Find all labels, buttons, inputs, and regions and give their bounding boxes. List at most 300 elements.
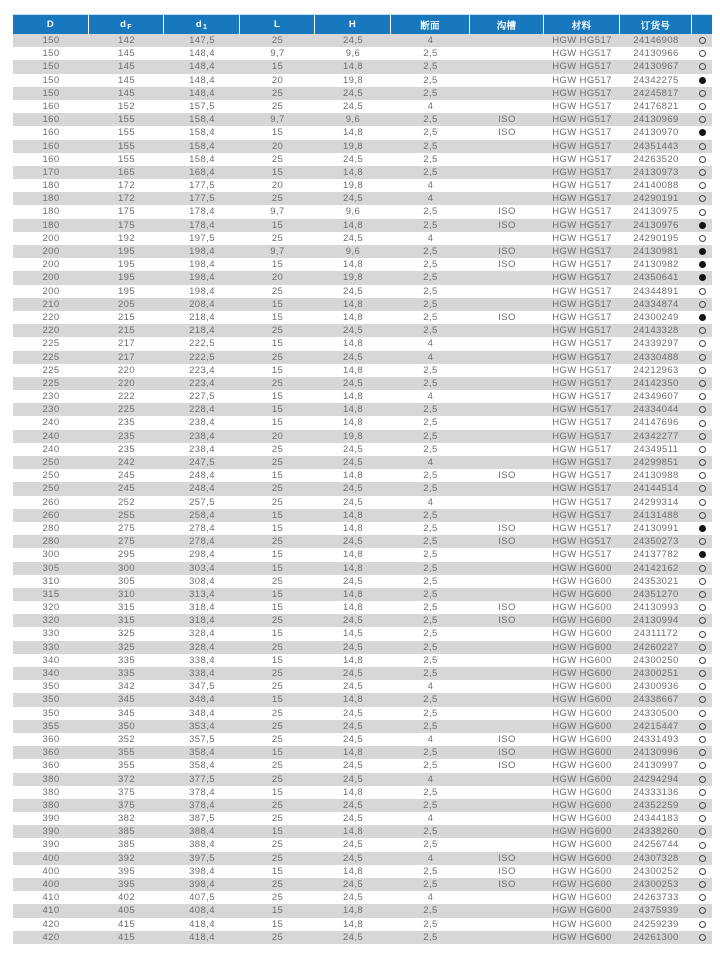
cell-l: 25 (271, 641, 284, 653)
table-row (13, 509, 712, 522)
cell-cross-section: 2,5 (423, 641, 438, 653)
cell-groove (470, 74, 544, 87)
cell-d1: 158,4 (189, 153, 215, 165)
table-row (13, 100, 712, 113)
cell-cross-section: 2,5 (423, 747, 438, 759)
cell-cross-section: 2,5 (423, 865, 438, 877)
cell-order-number: 24176821 (633, 100, 679, 112)
cell-cross-section: 2,5 (423, 839, 438, 851)
cell-groove: ISO (498, 470, 516, 482)
cell-cross-section: 2,5 (423, 48, 438, 60)
cell-l: 25 (271, 668, 284, 679)
cell-d1: 278,4 (189, 536, 215, 548)
cell-material: HGW HG517 (552, 180, 612, 192)
cell-h: 24,5 (342, 153, 364, 165)
cell-cross-section: 2,5 (423, 74, 438, 86)
cell-l: 25 (271, 443, 284, 455)
availability-cell (692, 192, 712, 205)
cell-l: 15 (271, 826, 284, 838)
cell-material: HGW HG517 (552, 285, 612, 297)
cell-material: HGW HG517 (552, 140, 612, 152)
cell-d: 160 (42, 140, 60, 152)
cell-groove (470, 456, 544, 469)
cell-l: 25 (271, 285, 284, 297)
cell-d1: 238,4 (189, 417, 215, 429)
cell-h: 24,5 (342, 733, 364, 745)
cell-d1: 223,4 (189, 377, 215, 389)
cell-groove: ISO (498, 522, 516, 534)
availability-cell (692, 852, 712, 865)
cell-d: 240 (42, 443, 60, 455)
empty-circle-icon (699, 578, 706, 585)
cell-d1: 303,4 (189, 562, 215, 574)
cell-h: 19,8 (342, 430, 364, 442)
availability-cell (692, 324, 712, 337)
cell-groove: ISO (498, 311, 516, 323)
availability-cell (692, 931, 712, 944)
cell-df: 152 (117, 100, 136, 112)
empty-circle-icon (699, 868, 706, 875)
cell-material: HGW HG517 (552, 496, 612, 508)
cell-order-number: 24353021 (633, 575, 679, 587)
cell-order-number: 24130997 (633, 760, 679, 772)
cell-l: 9,7 (270, 48, 285, 60)
cell-d: 240 (42, 430, 60, 442)
cell-h: 9,6 (345, 206, 361, 218)
cell-d1: 258,4 (189, 509, 215, 521)
cell-groove (470, 377, 544, 390)
availability-cell (692, 126, 712, 139)
availability-cell (692, 799, 712, 812)
empty-circle-icon (699, 169, 706, 176)
availability-cell (692, 496, 712, 509)
cell-l: 25 (271, 325, 284, 337)
cell-h: 24,5 (342, 232, 364, 244)
table-row (13, 680, 712, 693)
cell-d: 350 (42, 681, 60, 693)
filled-circle-icon (699, 525, 706, 532)
cell-h: 24,5 (342, 35, 364, 46)
empty-circle-icon (699, 472, 706, 479)
cell-groove (470, 641, 544, 654)
empty-circle-icon (699, 380, 706, 387)
cell-d: 280 (42, 536, 60, 548)
cell-groove (470, 271, 544, 284)
cell-h: 14,8 (342, 549, 364, 561)
table-row (13, 311, 712, 324)
cell-cross-section: 2,5 (423, 509, 438, 521)
availability-cell (692, 469, 712, 482)
cell-groove: ISO (498, 127, 516, 139)
cell-h: 14,8 (342, 694, 364, 706)
cell-l: 25 (271, 720, 284, 732)
cell-groove: ISO (498, 206, 516, 218)
cell-d: 200 (42, 285, 60, 297)
column-header-cross-section: 断面 (391, 15, 470, 34)
cell-d1: 348,4 (189, 694, 215, 706)
cell-d1: 378,4 (189, 799, 215, 811)
cell-d: 240 (42, 417, 60, 429)
cell-material: HGW HG600 (552, 588, 612, 600)
cell-d1: 257,5 (189, 496, 215, 508)
cell-d1: 388,4 (189, 839, 215, 851)
empty-circle-icon (699, 156, 706, 163)
cell-l: 15 (271, 391, 284, 403)
cell-l: 25 (271, 615, 284, 627)
empty-circle-icon (699, 499, 706, 506)
table-row (13, 34, 712, 47)
availability-cell (692, 390, 712, 403)
empty-circle-icon (699, 446, 706, 453)
cell-df: 222 (117, 391, 136, 403)
cell-groove (470, 680, 544, 693)
cell-groove (470, 654, 544, 667)
cell-l: 15 (271, 522, 284, 534)
cell-cross-section: 2,5 (423, 799, 438, 811)
cell-l: 25 (271, 232, 284, 244)
cell-h: 14,8 (342, 522, 364, 534)
cell-order-number: 24338667 (633, 694, 679, 706)
cell-df: 217 (117, 338, 136, 350)
cell-order-number: 24261300 (633, 931, 679, 943)
cell-cross-section: 2,5 (423, 918, 438, 930)
cell-df: 375 (117, 799, 136, 811)
cell-groove (470, 904, 544, 917)
cell-order-number: 24142162 (633, 562, 679, 574)
cell-order-number: 24130975 (633, 206, 679, 218)
cell-d1: 278,4 (189, 522, 215, 534)
cell-material: HGW HG517 (552, 457, 612, 468)
table-row (13, 126, 712, 139)
cell-d1: 222,5 (189, 351, 215, 363)
empty-circle-icon (699, 406, 706, 413)
cell-groove (470, 34, 544, 47)
availability-cell (692, 416, 712, 429)
cell-d: 200 (42, 232, 60, 244)
cell-df: 145 (117, 61, 136, 73)
cell-groove: ISO (498, 219, 516, 231)
empty-circle-icon (699, 776, 706, 783)
cell-d: 380 (42, 773, 60, 785)
cell-order-number: 24263520 (633, 153, 679, 165)
cell-d1: 158,4 (189, 127, 215, 139)
cell-h: 14,8 (342, 602, 364, 614)
cell-h: 14,8 (342, 918, 364, 930)
cell-order-number: 24300252 (633, 865, 679, 877)
cell-df: 342 (117, 681, 136, 693)
cell-df: 220 (117, 364, 136, 376)
cell-h: 9,6 (345, 48, 361, 60)
availability-cell (692, 258, 712, 271)
table-row (13, 904, 712, 917)
empty-circle-icon (699, 617, 706, 624)
availability-cell (692, 298, 712, 311)
cell-material: HGW HG600 (552, 628, 612, 640)
column-header-material: 材料 (544, 15, 620, 34)
cell-d: 160 (42, 100, 60, 112)
availability-cell (692, 562, 712, 575)
cell-d: 260 (42, 509, 60, 521)
cell-df: 192 (117, 232, 136, 244)
cell-d1: 407,5 (189, 892, 215, 904)
cell-order-number: 24137782 (633, 549, 679, 561)
cell-l: 20 (271, 430, 284, 442)
cell-l: 15 (271, 786, 284, 798)
cell-l: 25 (271, 457, 284, 468)
cell-order-number: 24344891 (633, 285, 679, 297)
cell-l: 25 (271, 733, 284, 745)
table-row (13, 918, 712, 931)
cell-l: 20 (271, 272, 284, 284)
table-row (13, 430, 712, 443)
cell-d: 230 (42, 404, 60, 416)
cell-material: HGW HG600 (552, 826, 612, 838)
cell-d1: 178,4 (189, 219, 215, 231)
table-row (13, 931, 712, 944)
cell-groove (470, 707, 544, 720)
cell-h: 24,5 (342, 720, 364, 732)
cell-df: 315 (117, 615, 136, 627)
cell-h: 24,5 (342, 799, 364, 811)
table-row (13, 205, 712, 218)
table-row (13, 469, 712, 482)
cell-d: 310 (42, 575, 60, 587)
cell-d1: 347,5 (189, 681, 215, 693)
cell-d1: 158,4 (189, 114, 215, 126)
cell-material: HGW HG517 (552, 74, 612, 86)
cell-h: 19,8 (342, 140, 364, 152)
cell-cross-section: 2,5 (423, 707, 438, 719)
cell-l: 25 (271, 483, 284, 495)
table-row (13, 693, 712, 706)
cell-l: 25 (271, 153, 284, 165)
cell-df: 145 (117, 74, 136, 86)
cell-order-number: 24140088 (633, 180, 679, 192)
cell-h: 24,5 (342, 852, 364, 864)
empty-circle-icon (699, 828, 706, 835)
cell-order-number: 24130969 (633, 114, 679, 126)
cell-df: 145 (117, 48, 136, 60)
cell-df: 355 (117, 747, 136, 759)
cell-order-number: 24130996 (633, 747, 679, 759)
cell-order-number: 24142350 (633, 377, 679, 389)
cell-cross-section: 4 (427, 773, 434, 785)
cell-groove (470, 416, 544, 429)
cell-material: HGW HG600 (552, 562, 612, 574)
cell-order-number: 24294294 (633, 773, 679, 785)
cell-df: 305 (117, 575, 136, 587)
cell-order-number: 24130970 (633, 127, 679, 139)
filled-circle-icon (699, 77, 706, 84)
cell-material: HGW HG517 (552, 470, 612, 482)
cell-d: 360 (42, 760, 60, 772)
cell-d: 360 (42, 733, 60, 745)
cell-groove (470, 786, 544, 799)
cell-d1: 328,4 (189, 641, 215, 653)
cell-df: 175 (117, 219, 136, 231)
availability-cell (692, 575, 712, 588)
cell-groove (470, 496, 544, 509)
cell-groove: ISO (498, 733, 516, 745)
cell-df: 415 (117, 918, 136, 930)
cell-d: 200 (42, 272, 60, 284)
table-row (13, 799, 712, 812)
availability-cell (692, 166, 712, 179)
empty-circle-icon (699, 116, 706, 123)
cell-h: 14,8 (342, 338, 364, 350)
cell-material: HGW HG600 (552, 839, 612, 851)
cell-h: 14,8 (342, 298, 364, 310)
cell-d: 220 (42, 311, 60, 323)
cell-df: 155 (117, 114, 136, 126)
empty-circle-icon (699, 881, 706, 888)
cell-l: 15 (271, 127, 284, 139)
cell-d: 150 (42, 48, 60, 60)
cell-l: 25 (271, 892, 284, 904)
cell-df: 275 (117, 536, 136, 548)
cell-order-number: 24130993 (633, 602, 679, 614)
cell-h: 14,5 (342, 628, 364, 640)
cell-d: 330 (42, 628, 60, 640)
availability-cell (692, 443, 712, 456)
cell-l: 25 (271, 773, 284, 785)
filled-circle-icon (699, 261, 706, 268)
cell-d: 150 (42, 35, 60, 46)
cell-groove (470, 403, 544, 416)
empty-circle-icon (699, 894, 706, 901)
cell-d: 250 (42, 457, 60, 468)
cell-order-number: 24260227 (633, 641, 679, 653)
cell-groove (470, 562, 544, 575)
cell-d1: 313,4 (189, 588, 215, 600)
column-header-order-number: 订货号 (620, 15, 692, 34)
cell-h: 24,5 (342, 892, 364, 904)
cell-order-number: 24143328 (633, 325, 679, 337)
cell-cross-section: 2,5 (423, 61, 438, 73)
empty-circle-icon (699, 921, 706, 928)
cell-df: 375 (117, 786, 136, 798)
cell-d1: 397,5 (189, 852, 215, 864)
cell-order-number: 24130973 (633, 166, 679, 178)
cell-cross-section: 4 (427, 232, 434, 244)
cell-h: 19,8 (342, 180, 364, 192)
table-header-row (13, 14, 712, 34)
cell-cross-section: 4 (427, 852, 434, 864)
cell-h: 14,8 (342, 219, 364, 231)
table-row (13, 298, 712, 311)
empty-circle-icon (699, 934, 706, 941)
cell-d1: 308,4 (189, 575, 215, 587)
cell-d1: 328,4 (189, 628, 215, 640)
cell-order-number: 24307328 (633, 852, 679, 864)
cell-d1: 358,4 (189, 747, 215, 759)
cell-d1: 158,4 (189, 140, 215, 152)
empty-circle-icon (699, 354, 706, 361)
cell-d1: 168,4 (189, 166, 215, 178)
cell-df: 195 (117, 246, 136, 257)
availability-cell (692, 601, 712, 614)
cell-groove (470, 100, 544, 113)
cell-h: 14,8 (342, 747, 364, 759)
cell-d: 320 (42, 615, 60, 627)
table-row (13, 654, 712, 667)
cell-material: HGW HG600 (552, 773, 612, 785)
cell-cross-section: 2,5 (423, 694, 438, 706)
table-row (13, 337, 712, 350)
availability-cell (692, 232, 712, 245)
cell-groove (470, 390, 544, 403)
cell-df: 217 (117, 351, 136, 363)
availability-cell (692, 140, 712, 153)
cell-groove (470, 720, 544, 733)
availability-cell (692, 733, 712, 746)
availability-cell (692, 535, 712, 548)
cell-groove (470, 232, 544, 245)
availability-cell (692, 430, 712, 443)
cell-l: 9,7 (270, 246, 285, 257)
cell-h: 24,5 (342, 496, 364, 508)
cell-order-number: 24263733 (633, 892, 679, 904)
cell-df: 195 (117, 272, 136, 284)
table-row (13, 838, 712, 851)
empty-circle-icon (699, 512, 706, 519)
cell-d1: 318,4 (189, 602, 215, 614)
cell-df: 235 (117, 430, 136, 442)
availability-cell (692, 522, 712, 535)
cell-cross-section: 2,5 (423, 166, 438, 178)
cell-groove (470, 430, 544, 443)
cell-df: 325 (117, 628, 136, 640)
cell-d1: 177,5 (189, 193, 215, 205)
cell-cross-section: 4 (427, 391, 434, 403)
table-row (13, 614, 712, 627)
cell-d1: 228,4 (189, 404, 215, 416)
cell-l: 25 (271, 351, 284, 363)
cell-d: 350 (42, 694, 60, 706)
cell-cross-section: 2,5 (423, 575, 438, 587)
cell-l: 15 (271, 404, 284, 416)
availability-cell (692, 667, 712, 680)
cell-groove (470, 667, 544, 680)
cell-h: 24,5 (342, 839, 364, 851)
cell-d: 250 (42, 470, 60, 482)
empty-circle-icon (699, 433, 706, 440)
cell-material: HGW HG600 (552, 720, 612, 732)
cell-cross-section: 2,5 (423, 153, 438, 165)
cell-cross-section: 2,5 (423, 483, 438, 495)
cell-order-number: 24130966 (633, 48, 679, 60)
table-row (13, 548, 712, 561)
cell-cross-section: 2,5 (423, 404, 438, 416)
cell-material: HGW HG517 (552, 272, 612, 284)
cell-groove (470, 693, 544, 706)
cell-groove: ISO (498, 879, 516, 890)
cell-groove (470, 509, 544, 522)
cell-material: HGW HG517 (552, 404, 612, 416)
cell-l: 25 (271, 707, 284, 719)
availability-cell (692, 786, 712, 799)
cell-cross-section: 2,5 (423, 760, 438, 772)
cell-order-number: 24311172 (633, 628, 679, 640)
cell-groove (470, 575, 544, 588)
cell-d1: 218,4 (189, 325, 215, 337)
cell-material: HGW HG600 (552, 905, 612, 917)
cell-groove: ISO (498, 246, 516, 257)
cell-df: 372 (117, 773, 136, 785)
cell-d1: 358,4 (189, 760, 215, 772)
cell-material: HGW HG600 (552, 760, 612, 772)
availability-cell (692, 654, 712, 667)
